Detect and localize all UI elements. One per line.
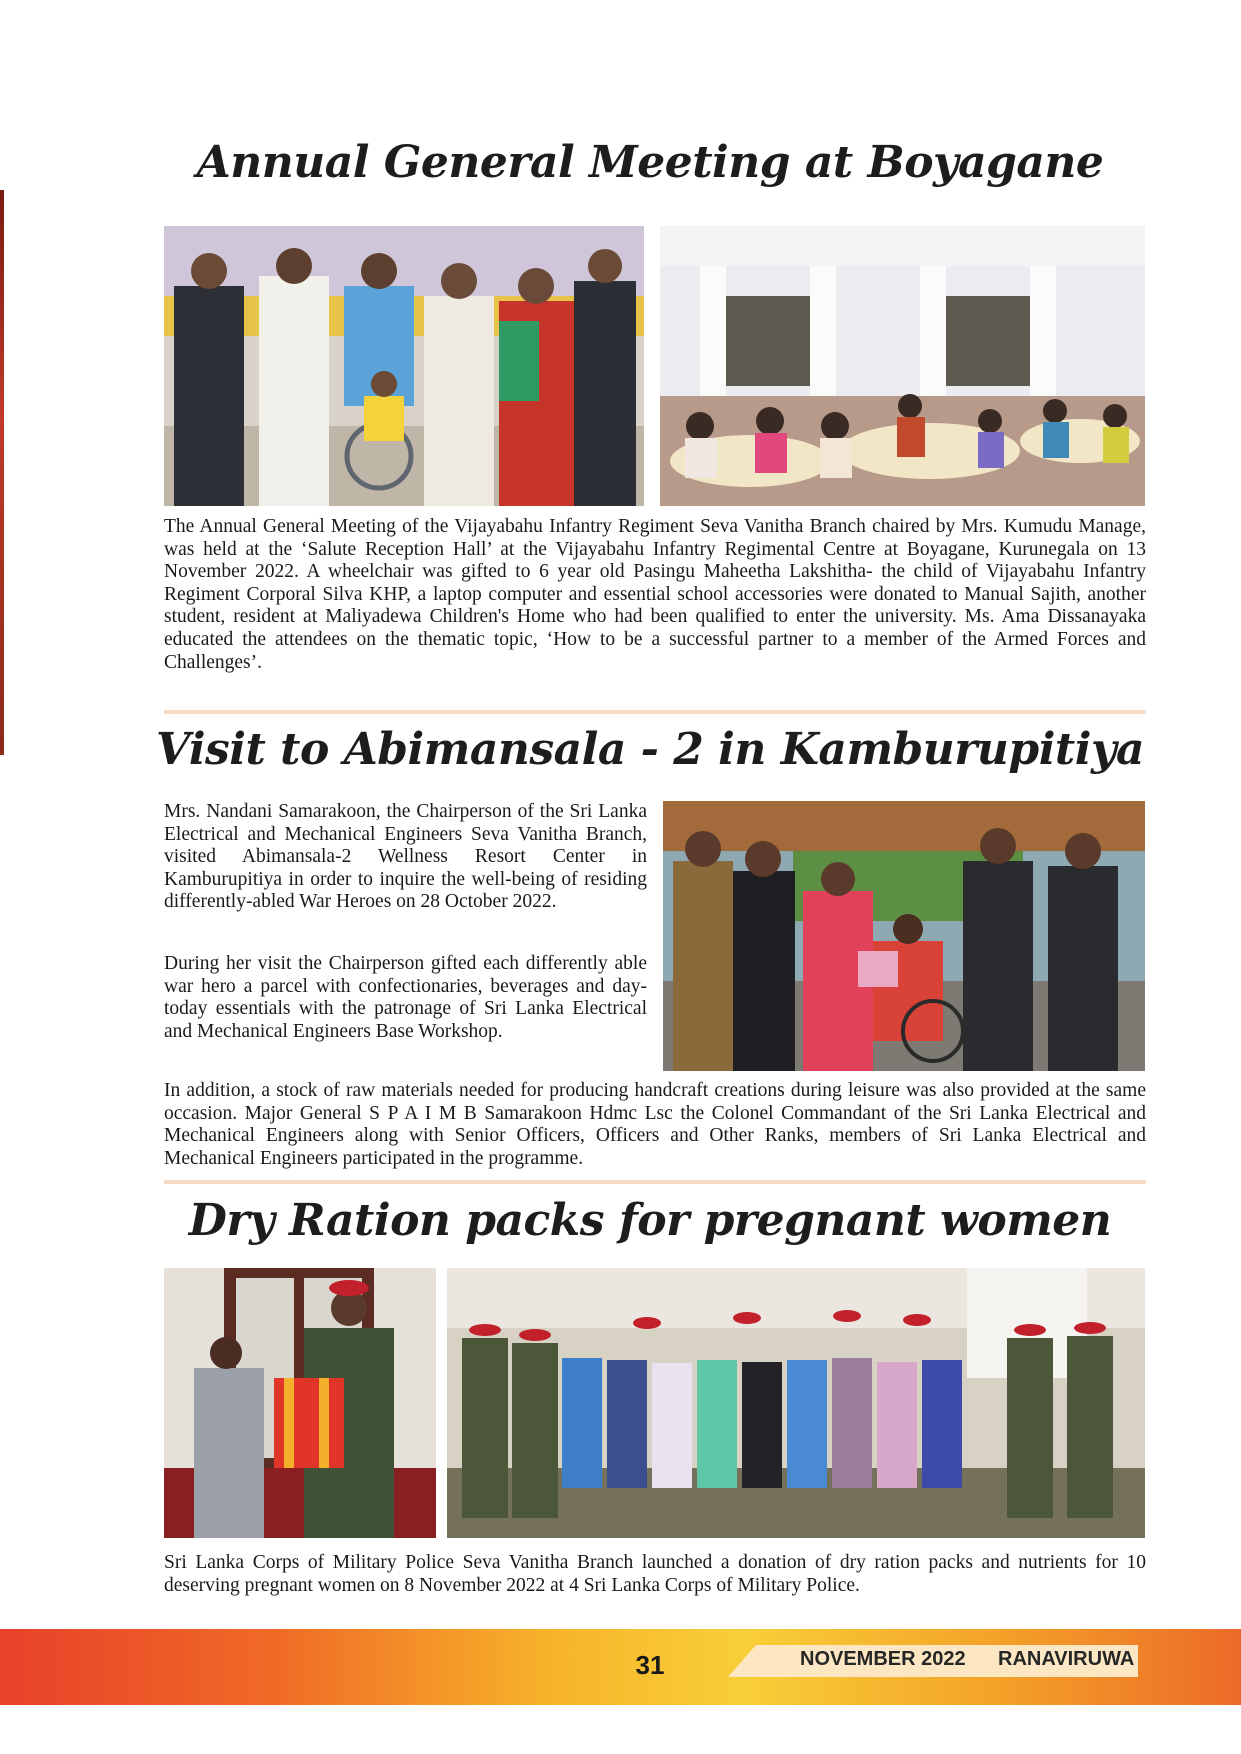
- agm-award-ceremony-photo: [164, 226, 644, 506]
- abimansala-visit-photo: [663, 801, 1145, 1071]
- agm-title: Annual General Meeting at Boyagane: [196, 137, 1104, 188]
- abimansala-title: Visit to Abimansala - 2 in Kamburupitiya: [155, 724, 1145, 775]
- footer-issue: NOVEMBER 2022: [800, 1648, 966, 1670]
- dry-ration-title: Dry Ration packs for pregnant women: [188, 1195, 1112, 1246]
- page-number: 31: [635, 1650, 665, 1680]
- dry-ration-group-photo: [447, 1268, 1145, 1538]
- section-divider: [164, 1180, 1146, 1184]
- agm-paragraph: The Annual General Meeting of the Vijayabahu Infantry Regiment Seva Vanitha Branch chaired by Mrs. Kumudu Manage, was held at the ‘Salute Reception Hall’ at the Vijayabahu Infantry Regimental Centre at Boyagane, Kurunegala on 13 November 2022. A wheelchair was gifted to 6 year old Pasingu Maheetha Lakshitha- the child of Vijayabahu Infantry Regiment Corporal Silva KHP, a laptop computer and essential school accessories were donated to Manual Sajith, another student, resident at Maliyadewa Children's Home who had been qualified to enter the university. Ms. Ama Dissanayaka educated the attendees on the thematic topic, ‘How to be a successful partner to a member of the Armed Forces and Challenges’.: [164, 516, 1146, 673]
- page-edge-strip: [0, 190, 4, 755]
- footer-magazine-name: RANAVIRUWA: [998, 1648, 1135, 1670]
- abimansala-paragraph-1: Mrs. Nandani Samarakoon, the Chairperson of the Sri Lanka Electrical and Mechanical Engineers Seva Vanitha Branch, visited Abimansala-2 Wellness Resort Center in Kamburupitiya in order to inquire the well-being of residing differently-abled War Heroes on 28 October 2022.: [164, 801, 647, 913]
- abimansala-paragraph-3: In addition, a stock of raw materials needed for producing handcraft creations during leisure was also provided at the same occasion. Major General S P A I M B Samarakoon Hdmc Lsc the Colonel Commandant of the Sri Lanka Electrical and Mechanical Engineers along with Senior Officers, Officers and Other Ranks, members of Sri Lanka Electrical and Mechanical Engineers participated in the programme.: [164, 1080, 1146, 1169]
- dry-ration-handover-photo: [164, 1268, 436, 1538]
- section-divider: [164, 710, 1146, 714]
- abimansala-paragraph-2: During her visit the Chairperson gifted each differently able war hero a parcel with confectionaries, beverages and day-today essentials with the patronage of Sri Lanka Electrical and Mechanical Engineers Base Workshop.: [164, 953, 647, 1042]
- dry-ration-paragraph: Sri Lanka Corps of Military Police Seva Vanitha Branch launched a donation of dry ration packs and nutrients for 10 deserving pregnant women on 8 November 2022 at 4 Sri Lanka Corps of Military Police.: [164, 1552, 1146, 1596]
- agm-reception-hall-photo: [660, 226, 1145, 506]
